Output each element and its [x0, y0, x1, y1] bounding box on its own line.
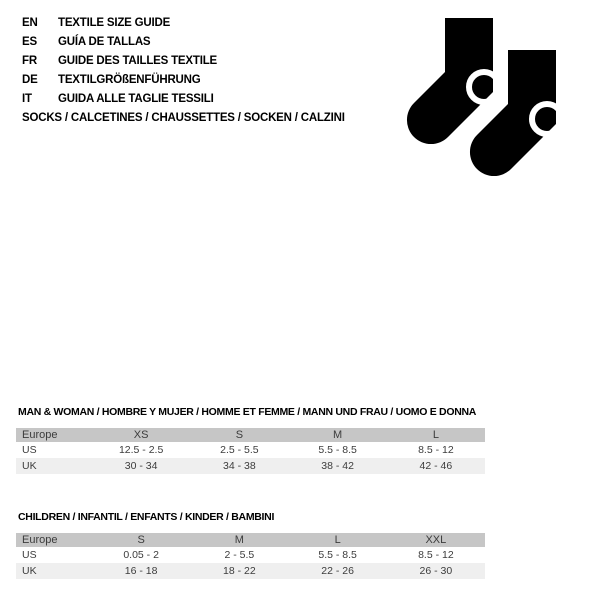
row-label: UK [22, 460, 37, 472]
size-value: 16 - 18 [124, 565, 158, 577]
language-row [22, 71, 217, 90]
category-title: SOCKS / CALCETINES / CHAUSSETTES / SOCKEN / CALZINI [22, 112, 345, 124]
size-value: 5.5 - 8.5 [318, 444, 357, 456]
header-cell-size: M [333, 429, 343, 441]
header-cell-size: L [334, 534, 341, 546]
size-value: 5.5 - 8.5 [318, 549, 357, 561]
language-code: IT [22, 93, 32, 105]
header-cell-size: S [235, 429, 244, 441]
table-header-row [16, 428, 485, 442]
size-value: 18 - 22 [223, 565, 256, 577]
language-row [22, 14, 217, 33]
size-value: 2.5 - 5.5 [220, 444, 259, 456]
header-cell-size: M [234, 534, 244, 546]
language-label: GUÍA DE TALLAS [58, 36, 151, 48]
sock-left [407, 18, 499, 144]
header-cell-size: XXL [425, 534, 447, 546]
language-label: GUIDE DES TAILLES TEXTILE [58, 55, 217, 67]
header-cell-size: S [137, 534, 145, 546]
size-table-man-woman [16, 406, 485, 474]
size-value: 8.5 - 12 [418, 549, 454, 561]
row-label: US [22, 549, 37, 561]
language-row [22, 90, 217, 109]
language-code: EN [22, 17, 38, 29]
language-code: FR [22, 55, 37, 67]
table-header-row [16, 533, 485, 547]
sock-body [407, 18, 493, 144]
language-label: TEXTILGRÖßENFÜHRUNG [58, 74, 201, 86]
size-value: 30 - 34 [124, 460, 158, 472]
header-cell-size: L [432, 429, 439, 441]
size-value: 26 - 30 [419, 565, 453, 577]
table-title: MAN & WOMAN / HOMBRE Y MUJER / HOMME ET FEMME / MANN UND FRAU / UOMO E DONNA [18, 406, 477, 418]
row-label: US [22, 444, 37, 456]
row-label: UK [22, 565, 37, 577]
table-title: CHILDREN / INFANTIL / ENFANTS / KINDER / BAMBINI [18, 511, 275, 523]
language-row [22, 52, 217, 71]
size-value: 8.5 - 12 [418, 444, 454, 456]
socks-icon [400, 0, 600, 200]
table-row-us [16, 547, 485, 563]
size-value: 42 - 46 [419, 460, 453, 472]
header-cell-region: Europe [22, 534, 58, 546]
table-row-uk [16, 563, 485, 579]
size-value: 38 - 42 [321, 460, 354, 472]
language-row [22, 33, 217, 52]
size-value: 34 - 38 [223, 460, 256, 472]
size-value: 22 - 26 [321, 565, 354, 577]
header-cell-size: XS [133, 429, 149, 441]
language-code: DE [22, 74, 38, 86]
table-row-us [16, 442, 485, 458]
size-value: 12.5 - 2.5 [118, 444, 164, 456]
language-label: TEXTILE SIZE GUIDE [58, 17, 171, 29]
size-table-children [16, 511, 485, 579]
language-label: GUIDA ALLE TAGLIE TESSILI [58, 93, 214, 105]
table-row-uk [16, 458, 485, 474]
header-cell-region: Europe [22, 429, 58, 441]
size-value: 0.05 - 2 [123, 549, 159, 561]
language-code: ES [22, 36, 37, 48]
language-list [22, 14, 217, 109]
size-value: 2 - 5.5 [224, 549, 255, 561]
